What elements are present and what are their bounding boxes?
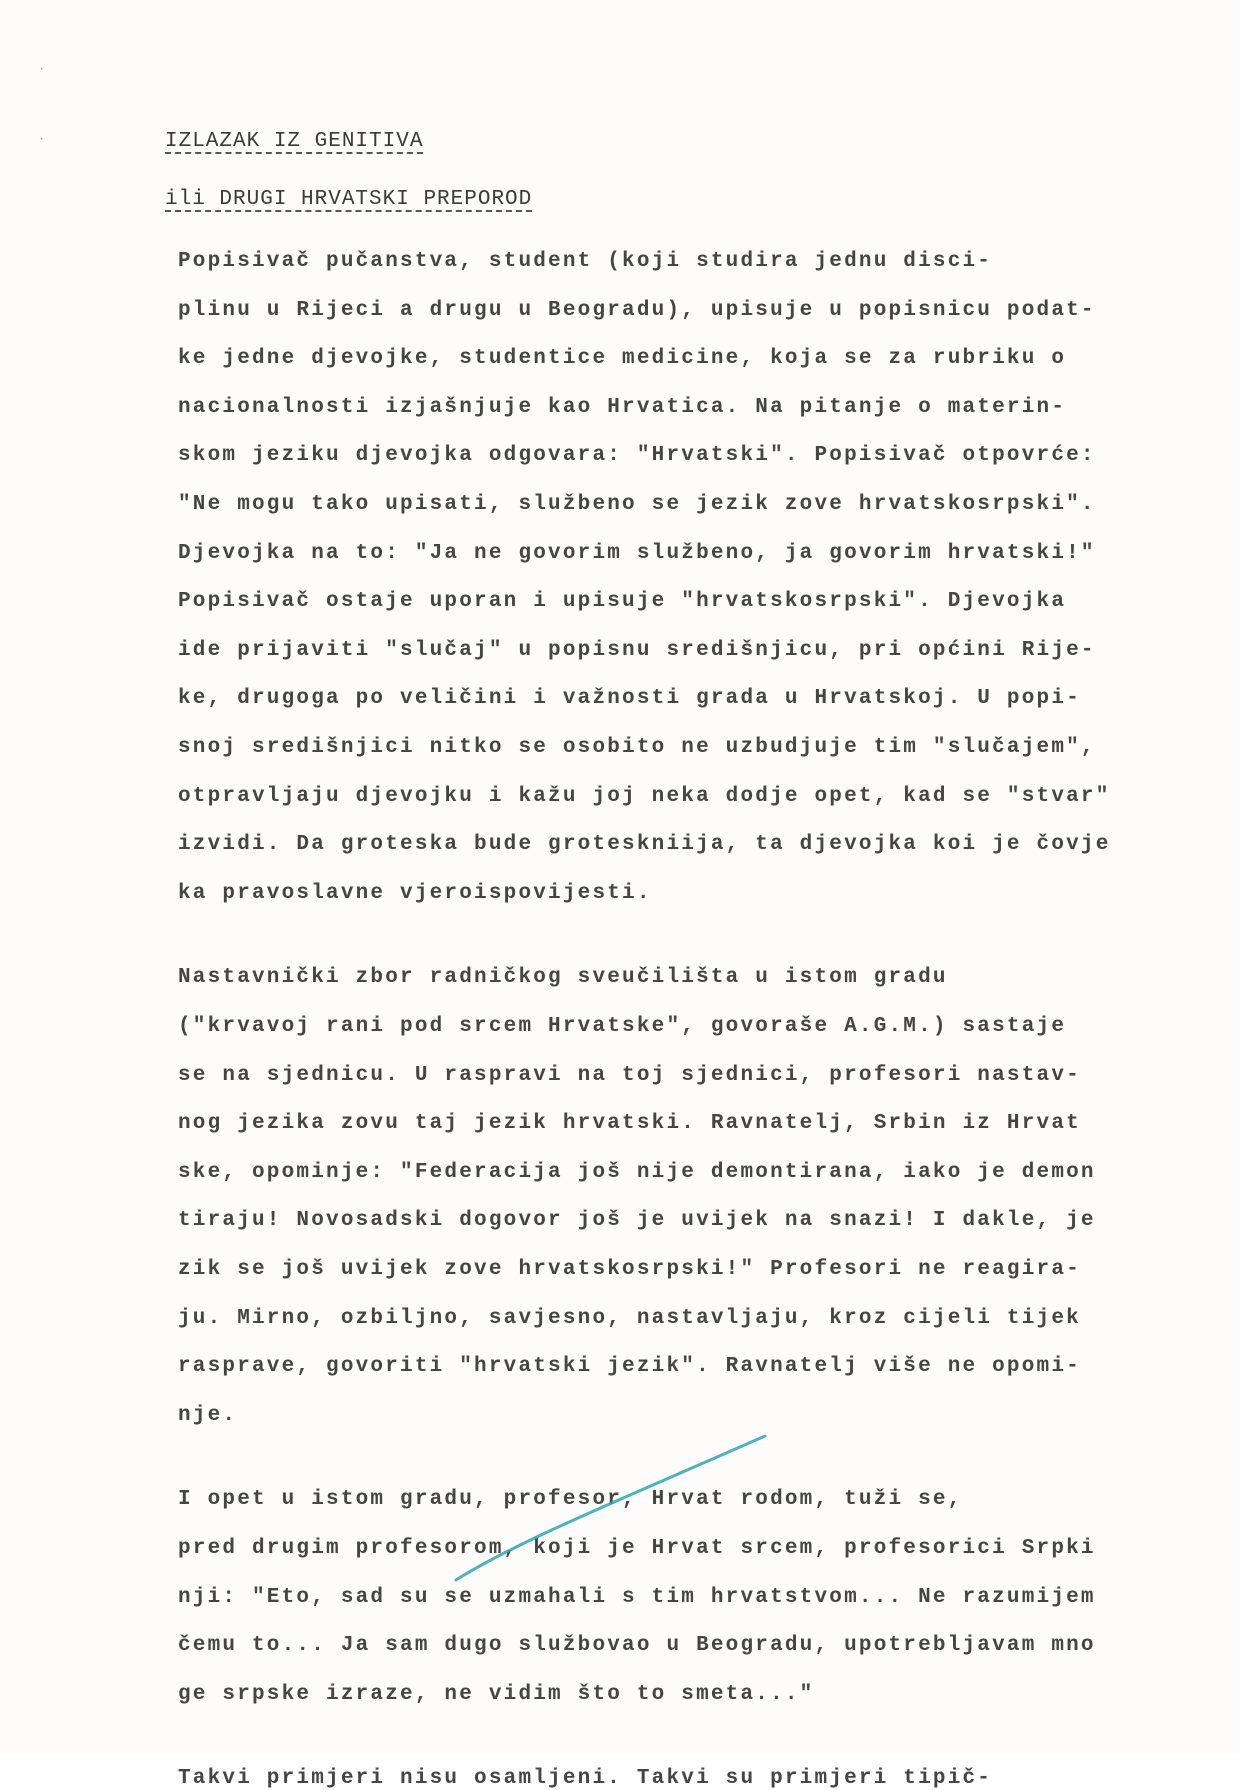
document-title: IZLAZAK IZ GENITIVA	[165, 130, 424, 153]
text-line: ("krvavoj rani pod srcem Hrvatske", govoraše A.G.M.) sastaje	[178, 1015, 1067, 1038]
text-line: ide prijaviti "slučaj" u popisnu središnjicu, pri općini Rije-	[178, 638, 1096, 662]
text-line: se na sjednicu. U raspravi na toj sjednici, profesori nastav-	[178, 1063, 1081, 1087]
text-line: "Ne mogu tako upisati, službeno se jezik zove hrvatskosrpski".	[178, 493, 1096, 516]
text-line: tiraju! Novosadski dogovor još je uvijek na snazi! I dakle, je	[178, 1209, 1096, 1233]
text-line: Djevojka na to: "Ja ne govorim službeno, ja govorim hrvatski!"	[178, 541, 1096, 565]
text-line: pred drugim profesorom, koji je Hrvat srcem, profesorici Srpki	[178, 1537, 1096, 1560]
text-line: Popisivač ostaje uporan i upisuje "hrvatskosrpski". Djevojka	[178, 590, 1067, 614]
text-line: zik se još uvijek zove hrvatskosrpski!" Profesori ne reagira-	[178, 1258, 1081, 1281]
text-line: ske, opominje: "Federacija još nije demontirana, iako je demon	[178, 1160, 1096, 1184]
document-subtitle: ili DRUGI HRVATSKI PREPOROD	[165, 188, 533, 211]
text-line: I opet u istom gradu, profesor, Hrvat rodom, tuži se,	[178, 1488, 963, 1512]
text-line: ju. Mirno, ozbiljno, savjesno, nastavljaju, kroz cijeli tijek	[178, 1306, 1081, 1330]
text-line: ka pravoslavne vjeroispovijesti.	[178, 881, 652, 905]
text-line: ke jedne djevojke, studentice medicine, koja se za rubriku o	[178, 347, 1067, 371]
text-line: ke, drugoga po veličini i važnosti grada u Hrvatskoj. U popi-	[178, 687, 1081, 711]
text-line: otpravljaju djevojku i kažu joj neka dodje opet, kad se "stvar"	[178, 784, 1111, 808]
text-line: Popisivač pučanstva, student (koji studira jednu disci-	[178, 250, 993, 273]
text-line: Nastavnički zbor radničkog sveučilišta u istom gradu	[178, 966, 948, 990]
text-line: nog jezika zovu taj jezik hrvatski. Ravnatelj, Srbin iz Hrvat	[178, 1112, 1081, 1136]
text-line: nje.	[178, 1403, 238, 1427]
pen-stroke-line	[456, 1436, 765, 1580]
text-line: nji: "Eto, sad su se uzmahali s tim hrvatstvom... Ne razumijem	[178, 1585, 1096, 1609]
text-line: ge srpske izraze, ne vidim što to smeta..."	[178, 1682, 815, 1706]
margin-mark: ·	[38, 62, 46, 76]
text-line: plinu u Rijeci a drugu u Beogradu), upisuje u popisnicu podat-	[178, 298, 1096, 322]
text-line: izvidi. Da groteska bude groteskniija, ta djevojka koi je čovje	[178, 833, 1111, 857]
text-line: rasprave, govoriti "hrvatski jezik". Ravnatelj više ne opomi-	[178, 1355, 1081, 1379]
text-line: Takvi primjeri nisu osamljeni. Takvi su primjeri tipič-	[178, 1767, 993, 1790]
text-line: nacionalnosti izjašnjuje kao Hrvatica. Na pitanje o materin-	[178, 395, 1067, 419]
text-line: čemu to... Ja sam dugo službovao u Beogradu, upotrebljavam mno	[178, 1634, 1096, 1658]
text-line: snoj središnjici nitko se osobito ne uzbudjuje tim "slučajem",	[178, 736, 1096, 759]
text-line: skom jeziku djevojka odgovara: "Hrvatski". Popisivač otpovrće:	[178, 444, 1096, 468]
margin-mark: ·	[38, 132, 46, 146]
